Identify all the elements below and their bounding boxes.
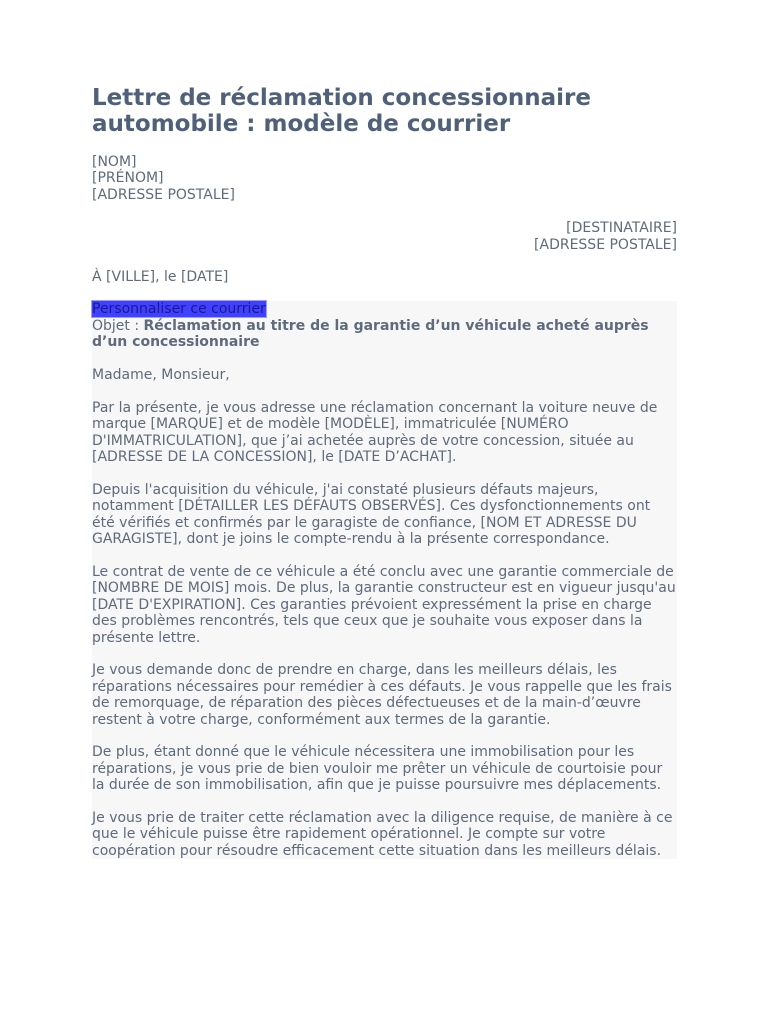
paragraph: Je vous demande donc de prendre en charge, dans les meilleurs délais, les réparations nécessaires pour remédier à ces défauts. Je vous rappelle que les frais de remorquage, de réparation des pièces défectueuses et de la main-d’œuvre restent à votre charge, conformément aux termes de la garantie. [92, 662, 672, 728]
paragraph: De plus, étant donné que le véhicule nécessitera une immobilisation pour les réparations, je vous prie de bien vouloir me prêter un véhicule de courtoisie pour la durée de son immobilisation, afin que je puisse poursuivre mes déplacements. [92, 744, 663, 794]
paragraph: Depuis l'acquisition du véhicule, j'ai constaté plusieurs défauts majeurs, notamment [DÉTAILLER LES DÉFAUTS OBSERVÉS]. Ces dysfonctionnements ont été vérifiés et confirmés par le garagiste de confiance, [NOM ET ADRESSE DU GARAGISTE], dont je joins le compte-rendu à la présente correspondance. [92, 481, 651, 548]
recipient-destinataire: [DESTINATAIRE] [566, 220, 677, 237]
sender-nom: [NOM] [92, 154, 137, 170]
recipient-adresse: [ADRESSE POSTALE] [534, 236, 677, 253]
letter-body [92, 301, 677, 859]
recipient-block [92, 220, 677, 253]
letter-subject [92, 318, 677, 351]
subject-text: Réclamation au titre de la garantie d’un véhicule acheté auprès d’un concessionnaire [92, 317, 649, 351]
sender-adresse: [ADRESSE POSTALE] [92, 186, 235, 203]
salutation: Madame, Monsieur, [92, 367, 230, 384]
place-date: À [VILLE], le [DATE] [92, 269, 229, 286]
customize-letter-link[interactable]: Personnaliser ce courrier [92, 301, 266, 318]
sender-prenom: [PRÉNOM] [92, 170, 164, 187]
sender-block [92, 154, 677, 203]
paragraph: Je vous prie de traiter cette réclamation avec la diligence requise, de manière à ce que le véhicule puisse être rapidement opérationnel. Je compte sur votre coopération pour résoudre efficacement cette situation dans les meilleurs délais. [92, 809, 673, 859]
subject-prefix: Objet : [92, 317, 144, 334]
letter-page [92, 85, 677, 859]
paragraph: Par la présente, je vous adresse une réclamation concernant la voiture neuve de marque [MARQUE] et de modèle [MODÈLE], immatriculée [NUMÉRO D'IMMATRICULATION], que j’ai achetée auprès de votre concession, située au [ADRESSE DE LA CONCESSION], le [DATE D’ACHAT]. [92, 399, 658, 466]
page-title: Lettre de réclamation concessionnaire automobile : modèle de courrier [92, 85, 591, 137]
paragraph: Le contrat de vente de ce véhicule a été conclu avec une garantie commerciale de [NOMBRE DE MOIS] mois. De plus, la garantie constructeur est en vigueur jusqu'au [DATE D'EXPIRATION]. Ces garanties prévoient expressément la prise en charge des problèmes rencontrés, tels que ceux que je souhaite vous exposer dans la présente lettre. [92, 563, 676, 646]
